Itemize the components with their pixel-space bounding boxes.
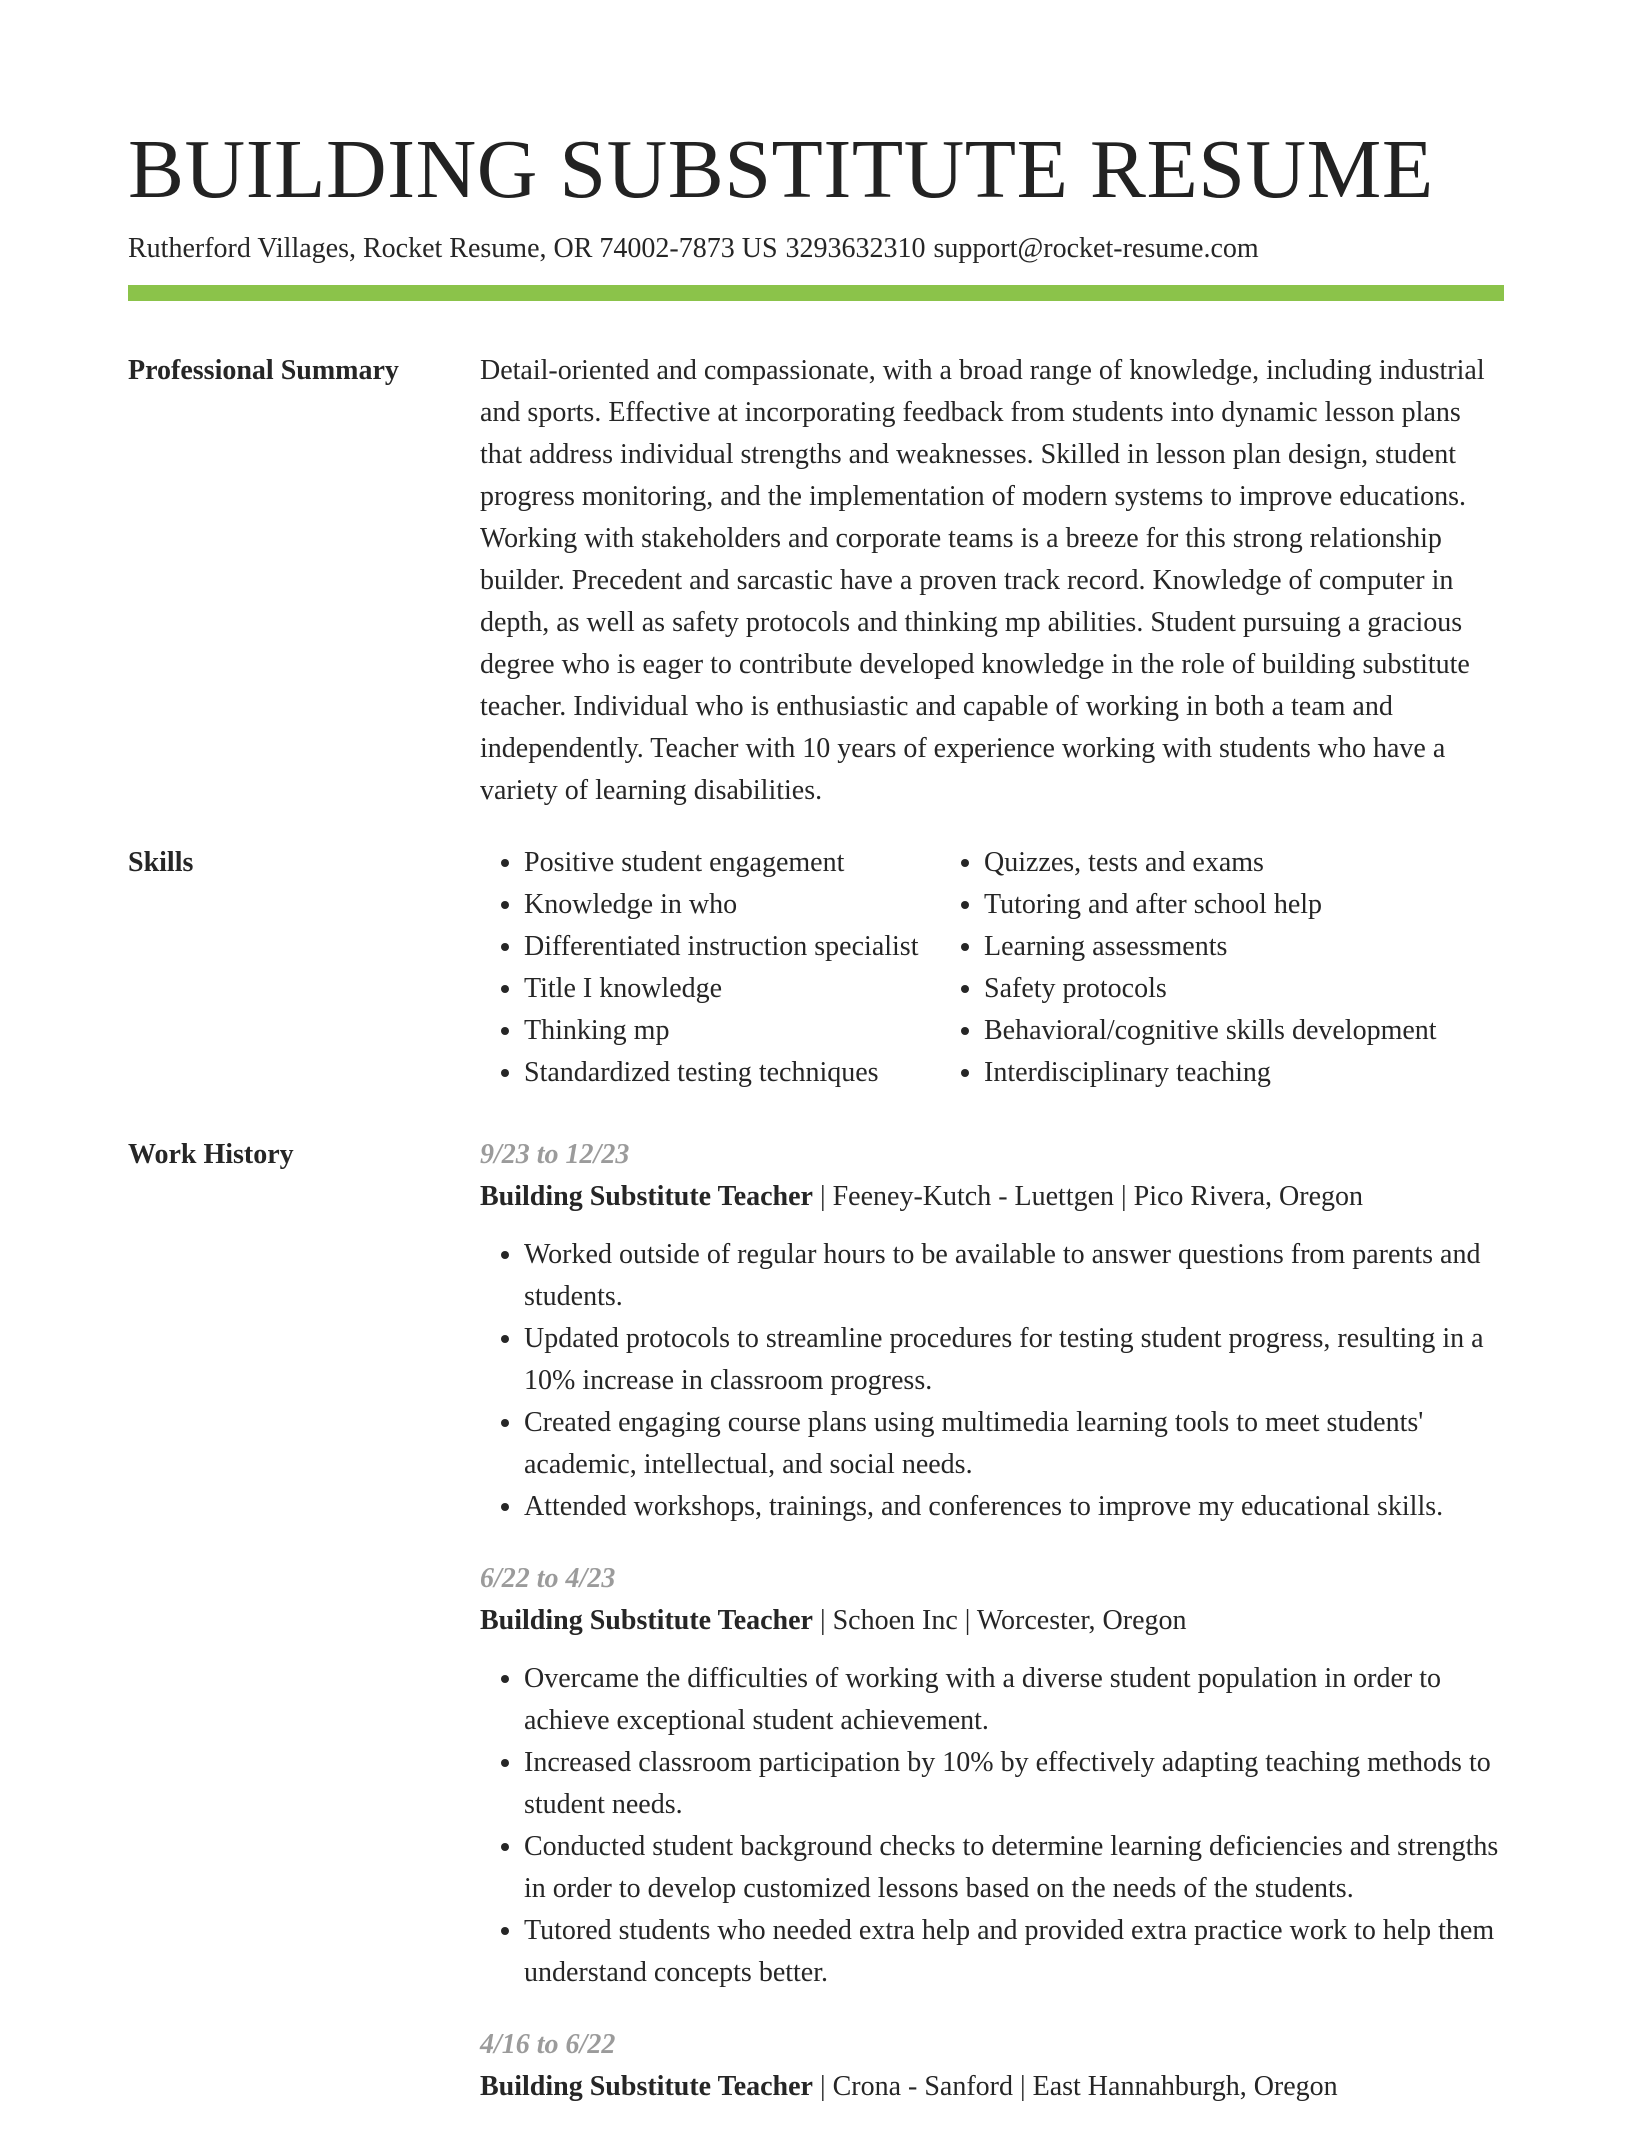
job-bullet: • Overcame the difficulties of working with a diverse student population in order to achieve exceptional student achievement.: [524, 1658, 1504, 1742]
skill-item: • Positive student engagement: [524, 842, 940, 884]
job-bullet: • Worked outside of regular hours to be available to answer questions from parents and students.: [524, 1234, 1504, 1318]
contact-line: [128, 230, 1259, 268]
job-heading: [480, 1176, 1504, 1218]
skill-item: • Standardized testing techniques: [524, 1052, 940, 1094]
job-bullet: • Updated protocols to streamline procedures for testing student progress, resulting in a 10% increase in classroom progress.: [524, 1318, 1504, 1402]
job-title: Building Substitute Teacher: [480, 1605, 813, 1636]
section-skills: [128, 842, 1504, 1094]
job-dates: 9/23 to 12/23: [480, 1139, 630, 1170]
skill-item: • Tutoring and after school help: [984, 884, 1504, 926]
skill-item: • Quizzes, tests and exams: [984, 842, 1504, 884]
job-details: | Schoen Inc | Worcester, Oregon: [812, 1605, 1187, 1636]
skill-item: • Title I knowledge: [524, 968, 940, 1010]
header-divider: [128, 285, 1504, 301]
skill-item: • Thinking mp: [524, 1010, 940, 1052]
job-dates: 4/16 to 6/22: [480, 2029, 616, 2060]
resume-sections: [128, 350, 1504, 2138]
job-bullets: [480, 1658, 1504, 1994]
section-title-summary: Professional Summary: [128, 355, 399, 386]
job-bullet: • Attended workshops, trainings, and conferences to improve my educational skills.: [524, 1486, 1504, 1528]
summary-body: [480, 350, 1504, 812]
section-professional-summary: [128, 350, 1504, 812]
job-heading: [480, 1600, 1504, 1642]
job-bullet: • Created engaging course plans using multimedia learning tools to meet students' academic, intellectual, and social needs.: [524, 1402, 1504, 1486]
job-title: Building Substitute Teacher: [480, 2071, 813, 2102]
contact-address: Rutherford Villages, Rocket Resume, OR 74002-7873 US: [128, 233, 778, 264]
skills-grid: [480, 842, 1504, 1094]
skill-item: • Safety protocols: [984, 968, 1504, 1010]
section-title-skills: Skills: [128, 847, 194, 878]
skills-column-2: [940, 842, 1504, 1094]
contact-phone: 3293632310: [785, 233, 926, 264]
job-heading: [480, 2066, 1504, 2108]
section-work-history: [128, 1134, 1504, 2138]
skill-item: • Interdisciplinary teaching: [984, 1052, 1504, 1094]
skill-item: • Behavioral/cognitive skills development: [984, 1010, 1504, 1052]
skill-item: • Differentiated instruction specialist: [524, 926, 940, 968]
job-entry: [480, 1134, 1504, 1528]
job-bullet: • Conducted student background checks to determine learning deficiencies and strengths in order to develop customized lessons based on the needs of the students.: [524, 1826, 1504, 1910]
skill-item: • Learning assessments: [984, 926, 1504, 968]
job-details: | Feeney-Kutch - Luettgen | Pico Rivera, Oregon: [812, 1181, 1364, 1212]
section-title-work-history: Work History: [128, 1139, 294, 1170]
skills-column-1: [480, 842, 940, 1094]
skill-item: • Knowledge in who: [524, 884, 940, 926]
work-history-body: [480, 1134, 1504, 2138]
job-entry: [480, 2024, 1504, 2108]
job-entry: [480, 1558, 1504, 1994]
job-bullet: • Increased classroom participation by 10% by effectively adapting teaching methods to student needs.: [524, 1742, 1504, 1826]
job-details: | Crona - Sanford | East Hannahburgh, Oregon: [812, 2071, 1338, 2102]
job-title: Building Substitute Teacher: [480, 1181, 813, 1212]
contact-email: support@rocket-resume.com: [933, 233, 1259, 264]
job-bullets: [480, 1234, 1504, 1528]
summary-text: Detail-oriented and compassionate, with a broad range of knowledge, including industrial and sports. Effective at incorporating feedback from students into dynamic lesson plans that address individual strengths and weaknesses. Skilled in lesson plan design, student progress monitoring, and the implementation of modern systems to improve educations. Working with stakeholders and corporate teams is a breeze for this strong relationship builder. Precedent and sarcastic have a proven track record. Knowledge of computer in depth, as well as safety protocols and thinking mp abilities. Student pursuing a gracious degree who is eager to contribute developed knowledge in the role of building substitute teacher. Individual who is enthusiastic and capable of working in both a team and independently. Teacher with 10 years of experience working with students who have a variety of learning disabilities.: [480, 355, 1485, 806]
resume-name: BUILDING SUBSTITUTE RESUME: [128, 123, 1434, 216]
job-bullet: • Tutored students who needed extra help and provided extra practice work to help them understand concepts better.: [524, 1910, 1504, 1994]
job-dates: 6/22 to 4/23: [480, 1563, 616, 1594]
